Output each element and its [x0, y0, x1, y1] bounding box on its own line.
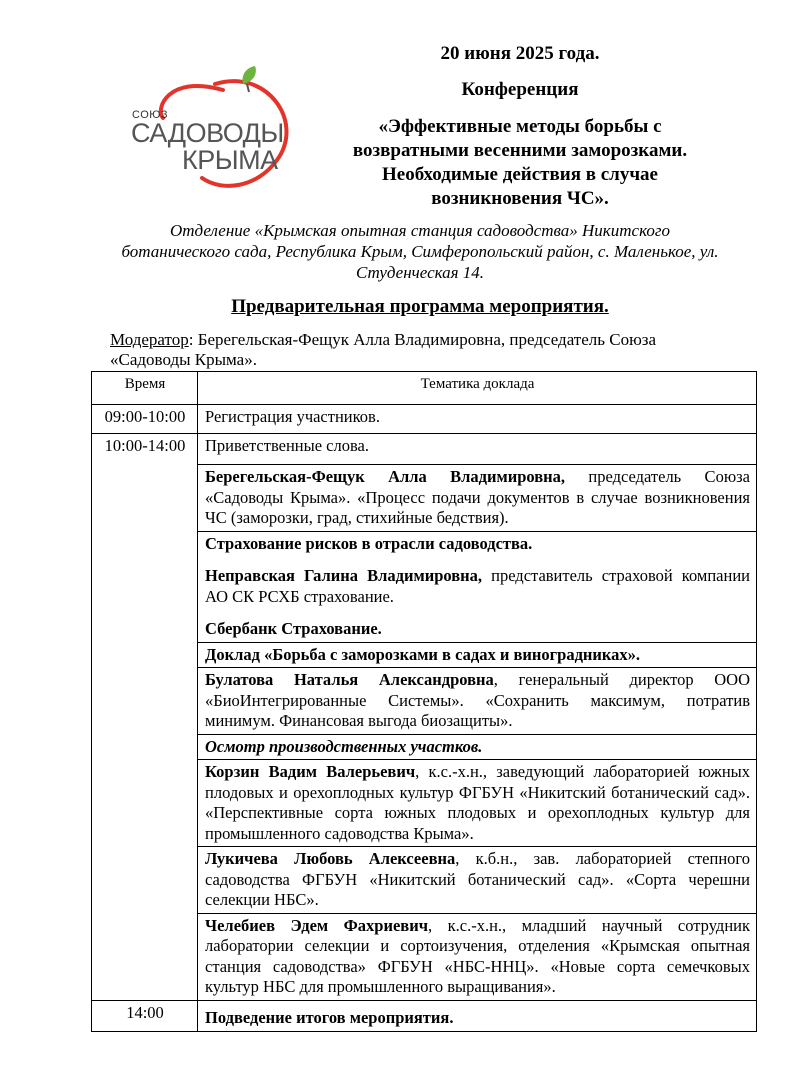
topic-heading: Сбербанк Страхование.	[205, 619, 382, 638]
logo-small-text: СОЮЗ	[132, 109, 169, 121]
speaker-name: Булатова Наталья Александровна	[205, 670, 494, 689]
topic-cell	[198, 847, 757, 914]
topic-cell: Приветственные слова.	[198, 434, 757, 465]
topic-cell: Подведение итогов мероприятия.	[198, 1000, 757, 1031]
speaker-details: , генеральный директор ООО «БиоИнтегрированные Системы». «Сохранить максимум, потратив минимум. Финансовая выгода биозащиты».	[205, 670, 750, 730]
speaker-name: Неправская Галина Владимировна,	[205, 566, 483, 585]
logo	[127, 60, 297, 190]
header-topic: Тематика доклада	[198, 372, 757, 405]
topic-cell	[198, 668, 757, 735]
speaker-name: Корзин Вадим Валерьевич	[205, 762, 416, 781]
header-time: Время	[92, 372, 198, 405]
logo-line-1: САДОВОДЫ	[131, 118, 284, 148]
topic-cell	[198, 913, 757, 1000]
time-cell: 14:00	[92, 1000, 198, 1031]
speaker-details: председатель Союза «Садоводы Крыма». «Процесс подачи документов в случае возникновения ЧС (заморозки, град, стихийные бедствия).	[205, 467, 750, 527]
logo-line-2: КРЫМА	[182, 145, 278, 175]
speaker-details: , к.б.н., зав. лабораторией степного садоводства ФГБУН «Никитский ботанический сад». «Сорта черешни селекции НБС».	[205, 849, 751, 909]
topic-cell: Доклад «Борьба с заморозками в садах и виноградниках».	[198, 642, 757, 668]
topic-cell	[198, 465, 757, 532]
topic-heading: Страхование рисков в отрасли садоводства.	[205, 533, 533, 553]
moderator-text: : Берегельская-Фещук Алла Владимировна, председатель Союза «Садоводы Крыма».	[110, 330, 657, 369]
speaker-name: Лукичева Любовь Алексеевна	[205, 849, 456, 868]
topic-cell: Регистрация участников.	[198, 405, 757, 434]
time-cell: 09:00-10:00	[92, 405, 198, 434]
topic-cell	[198, 531, 757, 642]
moderator-line	[110, 330, 710, 370]
speaker-details: , к.с.-х.н., младший научный сотрудник лаборатории селекции и сортоизучения, отделения «Крымская опытная станция садоводства» ФГБУН «НБС-ННЦ». «Новые сорта семечковых культур НБС для промышленного выращивания».	[205, 915, 750, 996]
logo-arc-left	[161, 86, 223, 118]
time-cell: 10:00-14:00	[92, 434, 198, 1001]
topic-cell: Осмотр производственных участков.	[198, 734, 757, 760]
table-row	[92, 434, 757, 465]
event-theme: «Эффективные методы борьбы с возвратными весенними заморозками. Необходимые действия в случае возникновения ЧС».	[352, 116, 688, 209]
table-row	[92, 1000, 757, 1031]
program-title: Предварительная программа мероприятия.	[231, 296, 609, 317]
speaker-details: представитель страховой компании АО СК РСХБ страхование.	[205, 566, 750, 606]
topic-cell	[198, 760, 757, 847]
speaker-name: Берегельская-Фещук Алла Владимировна,	[205, 467, 566, 486]
event-address: Отделение «Крымская опытная станция садоводства» Никитского ботанического сада, Республика Крым, Симферопольский район, с. Маленькое, ул. Студенческая 14.	[121, 221, 719, 282]
program-table	[91, 371, 757, 1032]
speaker-details: , к.с.-х.н., заведующий лабораторией южных плодовых и орехоплодных культур ФГБУН «Никитский ботанический сад». «Перспективные сорта южных плодовых и орехоплодных культур для промышленного садоводства Крыма».	[205, 762, 750, 843]
table-row	[92, 405, 757, 434]
moderator-label: Модератор	[110, 330, 189, 349]
event-type: Конференция	[461, 79, 579, 100]
table-header-row	[92, 372, 757, 405]
leaf-icon	[243, 66, 256, 84]
speaker-name: Челебиев Эдем Фахриевич	[205, 915, 429, 935]
event-date: 20 июня 2025 года.	[440, 43, 600, 64]
